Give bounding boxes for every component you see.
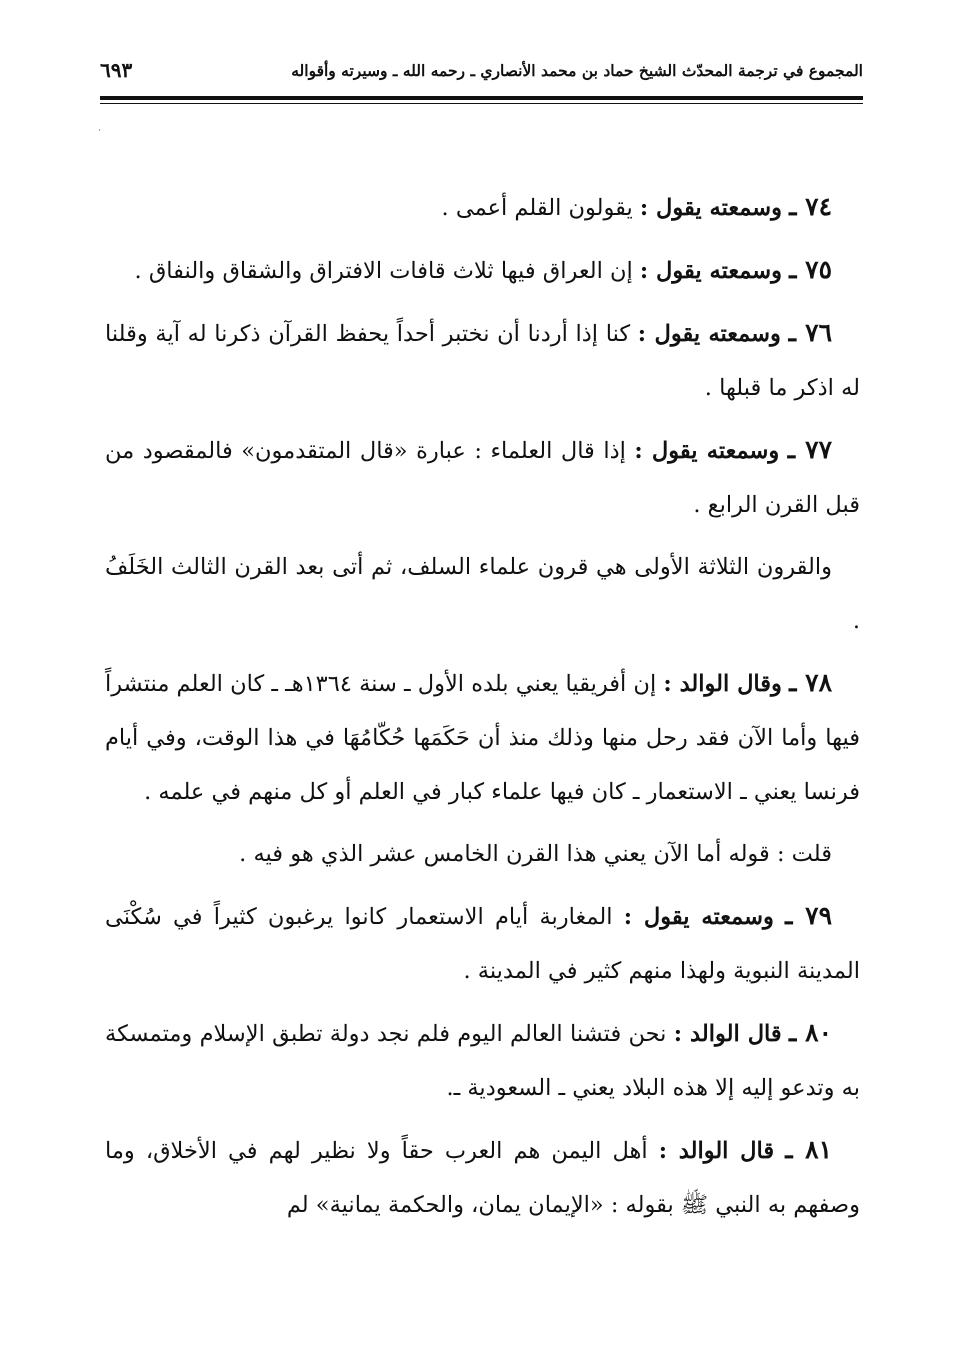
paragraph-text: إن العراق فيها ثلاث قافات الافتراق والشقاق والنفاق . [134,258,633,284]
paragraph-text: يقولون القلم أعمى . [441,195,633,221]
paragraph-74 [105,180,860,235]
scan-speck: · [98,126,101,136]
paragraph-81 [105,1123,860,1232]
body-text [105,180,860,1240]
header-rule-thin [100,103,863,104]
paragraph-77 [105,423,860,532]
speaker-label: وسمعته يقول : [634,438,780,464]
paragraph-salaf-note [105,540,860,648]
item-number: ٧٤ ـ [789,192,832,221]
speaker-label: وسمعته يقول : [639,258,782,284]
paragraph-text: قلت : قوله أما الآن يعني هذا القرن الخامس عشر الذي هو فيه . [239,841,832,867]
paragraph-text: والقرون الثلاثة الأولى هي قرون علماء السلف، ثم أتى بعد القرن الثالث الخَلَفُ . [105,554,860,634]
header-title: المجموع في ترجمة المحدّث الشيخ حماد بن محمد الأنصاري ـ رحمه الله ـ وسيرته وأقواله [291,60,863,80]
item-number: ٨٠ ـ [788,1018,833,1047]
speaker-label: وسمعته يقول : [623,904,774,930]
paragraph-author-comment [105,827,860,881]
paragraph-76 [105,306,860,415]
paragraph-text: أهل اليمن هم العرب حقاً ولا نظير لهم في الأخلاق، وما وصفهم به النبي ﷺ بقوله : «الإيمان يمان، والحكمة يمانية» لم [105,1138,860,1218]
item-number: ٧٥ ـ [789,255,832,284]
item-number: ٨١ ـ [785,1135,833,1164]
paragraph-text: إن أفريقيا يعني بلده الأول ـ سنة ١٣٦٤هـ ـ كان العلم منتشراً فيها وأما الآن فقد رحل منها وذلك منذ أن حَكَمَها حُكّامُهَا في هذا الوقت، وفي أيام فرنسا يعني ـ الاستعمار ـ كان فيها علماء كبار في العلم أو كل منهم في علمه . [105,671,860,805]
speaker-label: قال الوالد : [658,1138,775,1164]
item-number: ٧٩ ـ [785,901,833,930]
paragraph-text: إذا قال العلماء : عبارة «قال المتقدمون» فالمقصود من قبل القرن الرابع . [105,438,860,518]
speaker-label: قال الوالد : [673,1021,782,1047]
paragraph-text: المغاربة أيام الاستعمار كانوا يرغبون كثيراً في سُكْنَى المدينة النبوية ولهذا منهم كثير في المدينة . [105,904,860,984]
paragraph-79 [105,889,860,998]
paragraph-text: كنا إذا أردنا أن نختبر أحداً يحفظ القرآن ذكرنا له آية وقلنا له اذكر ما قبلها . [105,321,860,401]
paragraph-80 [105,1006,860,1115]
header-rule-thick [100,96,863,100]
paragraph-75 [105,243,860,298]
paragraph-text: نحن فتشنا العالم اليوم فلم نجد دولة تطبق الإسلام ومتمسكة به وتدعو إليه إلا هذه البلاد يعني ـ السعودية ـ. [105,1021,860,1101]
paragraph-78 [105,656,860,819]
speaker-label: وقال الوالد : [663,671,782,697]
speaker-label: وسمعته يقول : [637,321,781,347]
item-number: ٧٦ ـ [788,318,832,347]
item-number: ٧٧ ـ [787,435,832,464]
speaker-label: وسمعته يقول : [639,195,782,221]
running-header [100,52,863,88]
page-number: ٦٩٣ [100,58,133,82]
item-number: ٧٨ ـ [789,668,833,697]
